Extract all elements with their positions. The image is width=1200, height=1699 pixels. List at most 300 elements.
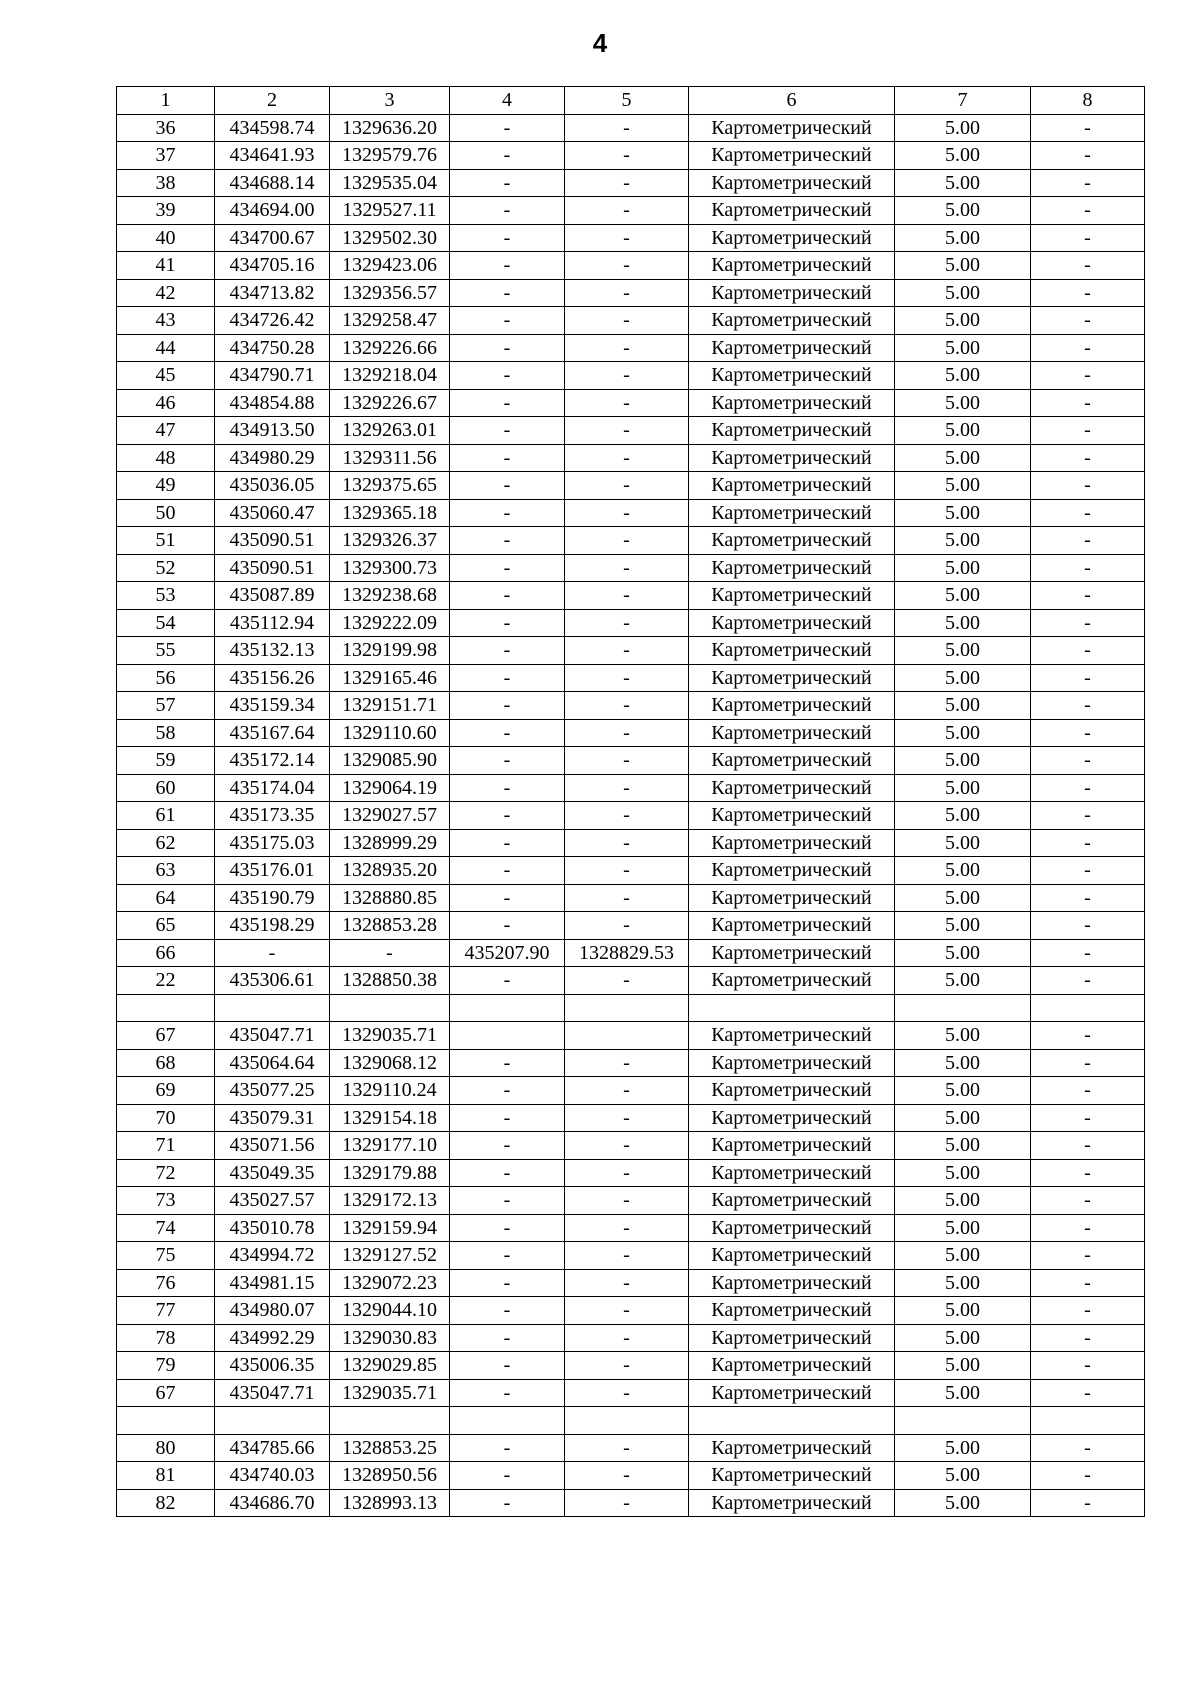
note-cell: - — [1031, 224, 1145, 252]
x-coordinate-cell: 435010.78 — [215, 1214, 330, 1242]
accuracy-cell: 5.00 — [895, 939, 1031, 967]
table-row — [117, 1324, 1145, 1352]
note-cell: - — [1031, 554, 1145, 582]
table-row — [117, 857, 1145, 885]
x-new-coordinate-cell: - — [450, 1077, 565, 1105]
note-cell: - — [1031, 802, 1145, 830]
x-coordinate-cell: 435090.51 — [215, 527, 330, 555]
y-coordinate-cell: 1328850.38 — [330, 967, 450, 995]
point-number-cell — [117, 1407, 215, 1435]
method-cell: Картометрический — [689, 912, 895, 940]
point-number-cell: 76 — [117, 1269, 215, 1297]
note-cell: - — [1031, 169, 1145, 197]
table-row — [117, 939, 1145, 967]
accuracy-cell: 5.00 — [895, 1352, 1031, 1380]
note-cell: - — [1031, 1214, 1145, 1242]
x-new-coordinate-cell: - — [450, 802, 565, 830]
table-row — [117, 774, 1145, 802]
accuracy-cell: 5.00 — [895, 912, 1031, 940]
y-new-coordinate-cell: - — [565, 252, 689, 280]
y-coordinate-cell: 1329311.56 — [330, 444, 450, 472]
y-new-coordinate-cell — [565, 1407, 689, 1435]
y-new-coordinate-cell — [565, 1022, 689, 1050]
y-coordinate-cell: 1329579.76 — [330, 142, 450, 170]
x-new-coordinate-cell: - — [450, 307, 565, 335]
x-coordinate-cell: 434750.28 — [215, 334, 330, 362]
point-number-cell: 36 — [117, 114, 215, 142]
x-new-coordinate-cell: - — [450, 444, 565, 472]
y-coordinate-cell: 1329535.04 — [330, 169, 450, 197]
table-row — [117, 1297, 1145, 1325]
y-new-coordinate-cell: - — [565, 829, 689, 857]
table-row — [117, 994, 1145, 1022]
method-cell: Картометрический — [689, 307, 895, 335]
y-coordinate-cell: 1328993.13 — [330, 1489, 450, 1517]
point-number-cell: 78 — [117, 1324, 215, 1352]
note-cell: - — [1031, 1022, 1145, 1050]
y-coordinate-cell: 1329110.60 — [330, 719, 450, 747]
table-row — [117, 1489, 1145, 1517]
y-coordinate-cell: 1328935.20 — [330, 857, 450, 885]
table-row — [117, 1187, 1145, 1215]
point-number-cell: 60 — [117, 774, 215, 802]
x-coordinate-cell — [215, 994, 330, 1022]
y-coordinate-cell: 1328880.85 — [330, 884, 450, 912]
note-cell: - — [1031, 307, 1145, 335]
x-new-coordinate-cell: - — [450, 1214, 565, 1242]
accuracy-cell: 5.00 — [895, 609, 1031, 637]
x-coordinate-cell: 435173.35 — [215, 802, 330, 830]
y-new-coordinate-cell: - — [565, 719, 689, 747]
x-new-coordinate-cell: - — [450, 334, 565, 362]
y-new-coordinate-cell: - — [565, 224, 689, 252]
x-coordinate-cell: 434694.00 — [215, 197, 330, 225]
point-number-cell: 82 — [117, 1489, 215, 1517]
point-number-cell: 39 — [117, 197, 215, 225]
table-row — [117, 1242, 1145, 1270]
y-new-coordinate-cell: - — [565, 169, 689, 197]
y-new-coordinate-cell — [565, 994, 689, 1022]
point-number-cell: 62 — [117, 829, 215, 857]
x-new-coordinate-cell: - — [450, 1132, 565, 1160]
y-coordinate-cell: 1329199.98 — [330, 637, 450, 665]
y-new-coordinate-cell: 1328829.53 — [565, 939, 689, 967]
y-coordinate-cell: 1328853.25 — [330, 1434, 450, 1462]
point-number-cell: 72 — [117, 1159, 215, 1187]
x-coordinate-cell: 434598.74 — [215, 114, 330, 142]
x-coordinate-cell: 434785.66 — [215, 1434, 330, 1462]
x-new-coordinate-cell: - — [450, 1242, 565, 1270]
y-new-coordinate-cell: - — [565, 197, 689, 225]
y-coordinate-cell: 1329127.52 — [330, 1242, 450, 1270]
x-coordinate-cell: 435087.89 — [215, 582, 330, 610]
table-row — [117, 279, 1145, 307]
x-coordinate-cell: 434700.67 — [215, 224, 330, 252]
point-number-cell: 42 — [117, 279, 215, 307]
y-coordinate-cell: 1329064.19 — [330, 774, 450, 802]
y-new-coordinate-cell: - — [565, 1077, 689, 1105]
method-cell: Картометрический — [689, 1159, 895, 1187]
y-new-coordinate-cell: - — [565, 114, 689, 142]
table-row — [117, 829, 1145, 857]
table-row — [117, 114, 1145, 142]
table-row — [117, 252, 1145, 280]
note-cell — [1031, 994, 1145, 1022]
x-new-coordinate-cell: - — [450, 1434, 565, 1462]
y-new-coordinate-cell: - — [565, 884, 689, 912]
x-new-coordinate-cell: - — [450, 609, 565, 637]
x-new-coordinate-cell: - — [450, 472, 565, 500]
point-number-cell: 63 — [117, 857, 215, 885]
method-cell: Картометрический — [689, 637, 895, 665]
note-cell: - — [1031, 1489, 1145, 1517]
y-new-coordinate-cell: - — [565, 857, 689, 885]
column-header-3: 3 — [330, 87, 450, 115]
table-row — [117, 692, 1145, 720]
y-coordinate-cell: 1329636.20 — [330, 114, 450, 142]
x-coordinate-cell: 435198.29 — [215, 912, 330, 940]
accuracy-cell: 5.00 — [895, 1077, 1031, 1105]
method-cell: Картометрический — [689, 1022, 895, 1050]
y-new-coordinate-cell: - — [565, 279, 689, 307]
y-coordinate-cell: 1329027.57 — [330, 802, 450, 830]
x-coordinate-cell — [215, 1407, 330, 1435]
accuracy-cell: 5.00 — [895, 389, 1031, 417]
y-new-coordinate-cell: - — [565, 609, 689, 637]
y-new-coordinate-cell: - — [565, 1049, 689, 1077]
note-cell: - — [1031, 967, 1145, 995]
note-cell: - — [1031, 279, 1145, 307]
y-new-coordinate-cell: - — [565, 334, 689, 362]
y-coordinate-cell: 1329258.47 — [330, 307, 450, 335]
table-row — [117, 582, 1145, 610]
x-coordinate-cell: 435036.05 — [215, 472, 330, 500]
y-new-coordinate-cell: - — [565, 444, 689, 472]
x-coordinate-cell: 435306.61 — [215, 967, 330, 995]
y-coordinate-cell: 1328853.28 — [330, 912, 450, 940]
x-new-coordinate-cell: - — [450, 279, 565, 307]
column-header-7: 7 — [895, 87, 1031, 115]
point-number-cell: 22 — [117, 967, 215, 995]
point-number-cell: 45 — [117, 362, 215, 390]
y-new-coordinate-cell: - — [565, 142, 689, 170]
column-header-6: 6 — [689, 87, 895, 115]
point-number-cell: 40 — [117, 224, 215, 252]
method-cell: Картометрический — [689, 939, 895, 967]
point-number-cell: 73 — [117, 1187, 215, 1215]
method-cell: Картометрический — [689, 1104, 895, 1132]
column-header-4: 4 — [450, 87, 565, 115]
x-coordinate-cell: 434688.14 — [215, 169, 330, 197]
table-row — [117, 1407, 1145, 1435]
note-cell: - — [1031, 1104, 1145, 1132]
point-number-cell: 55 — [117, 637, 215, 665]
method-cell: Картометрический — [689, 829, 895, 857]
accuracy-cell: 5.00 — [895, 692, 1031, 720]
column-header-8: 8 — [1031, 87, 1145, 115]
x-new-coordinate-cell: - — [450, 1352, 565, 1380]
table-row — [117, 912, 1145, 940]
x-coordinate-cell: 435174.04 — [215, 774, 330, 802]
method-cell: Картометрический — [689, 1242, 895, 1270]
y-coordinate-cell: 1329029.85 — [330, 1352, 450, 1380]
point-number-cell: 81 — [117, 1462, 215, 1490]
table-row — [117, 362, 1145, 390]
y-new-coordinate-cell: - — [565, 774, 689, 802]
accuracy-cell: 5.00 — [895, 197, 1031, 225]
column-header-1: 1 — [117, 87, 215, 115]
table-row — [117, 664, 1145, 692]
note-cell: - — [1031, 1159, 1145, 1187]
x-new-coordinate-cell: - — [450, 1324, 565, 1352]
accuracy-cell: 5.00 — [895, 857, 1031, 885]
table-row — [117, 1352, 1145, 1380]
y-coordinate-cell: 1329263.01 — [330, 417, 450, 445]
method-cell: Картометрический — [689, 1187, 895, 1215]
y-coordinate-cell: 1329085.90 — [330, 747, 450, 775]
table-row — [117, 1049, 1145, 1077]
method-cell: Картометрический — [689, 444, 895, 472]
x-coordinate-cell: 435006.35 — [215, 1352, 330, 1380]
table-row — [117, 637, 1145, 665]
method-cell: Картометрический — [689, 1462, 895, 1490]
method-cell — [689, 994, 895, 1022]
accuracy-cell: 5.00 — [895, 1104, 1031, 1132]
y-new-coordinate-cell: - — [565, 1214, 689, 1242]
x-new-coordinate-cell: - — [450, 417, 565, 445]
method-cell: Картометрический — [689, 1434, 895, 1462]
x-new-coordinate-cell: - — [450, 554, 565, 582]
x-coordinate-cell: 435175.03 — [215, 829, 330, 857]
accuracy-cell: 5.00 — [895, 967, 1031, 995]
accuracy-cell: 5.00 — [895, 142, 1031, 170]
note-cell: - — [1031, 334, 1145, 362]
point-number-cell — [117, 994, 215, 1022]
accuracy-cell: 5.00 — [895, 334, 1031, 362]
note-cell: - — [1031, 939, 1145, 967]
point-number-cell: 61 — [117, 802, 215, 830]
method-cell: Картометрический — [689, 334, 895, 362]
point-number-cell: 43 — [117, 307, 215, 335]
accuracy-cell — [895, 994, 1031, 1022]
table-row — [117, 719, 1145, 747]
note-cell: - — [1031, 664, 1145, 692]
note-cell: - — [1031, 1434, 1145, 1462]
point-number-cell: 65 — [117, 912, 215, 940]
x-new-coordinate-cell: - — [450, 747, 565, 775]
accuracy-cell: 5.00 — [895, 444, 1031, 472]
column-header-2: 2 — [215, 87, 330, 115]
table-row — [117, 1379, 1145, 1407]
method-cell: Картометрический — [689, 114, 895, 142]
y-new-coordinate-cell: - — [565, 472, 689, 500]
y-coordinate-cell: 1329177.10 — [330, 1132, 450, 1160]
table-row — [117, 1022, 1145, 1050]
y-new-coordinate-cell: - — [565, 664, 689, 692]
x-new-coordinate-cell: - — [450, 884, 565, 912]
y-coordinate-cell: 1329356.57 — [330, 279, 450, 307]
x-new-coordinate-cell: - — [450, 114, 565, 142]
y-coordinate-cell: 1329179.88 — [330, 1159, 450, 1187]
point-number-cell: 59 — [117, 747, 215, 775]
x-coordinate-cell: 435060.47 — [215, 499, 330, 527]
method-cell: Картометрический — [689, 747, 895, 775]
note-cell: - — [1031, 829, 1145, 857]
x-coordinate-cell: 434726.42 — [215, 307, 330, 335]
point-number-cell: 49 — [117, 472, 215, 500]
y-new-coordinate-cell: - — [565, 417, 689, 445]
point-number-cell: 47 — [117, 417, 215, 445]
y-coordinate-cell — [330, 994, 450, 1022]
table-row — [117, 169, 1145, 197]
x-coordinate-cell: 435079.31 — [215, 1104, 330, 1132]
note-cell: - — [1031, 1462, 1145, 1490]
accuracy-cell: 5.00 — [895, 637, 1031, 665]
x-new-coordinate-cell: - — [450, 362, 565, 390]
accuracy-cell: 5.00 — [895, 1049, 1031, 1077]
accuracy-cell — [895, 1407, 1031, 1435]
table-row — [117, 802, 1145, 830]
table-header-row — [117, 87, 1145, 115]
y-coordinate-cell: 1329222.09 — [330, 609, 450, 637]
y-coordinate-cell: 1329068.12 — [330, 1049, 450, 1077]
y-new-coordinate-cell: - — [565, 1489, 689, 1517]
note-cell: - — [1031, 472, 1145, 500]
point-number-cell: 46 — [117, 389, 215, 417]
note-cell: - — [1031, 582, 1145, 610]
accuracy-cell: 5.00 — [895, 554, 1031, 582]
page-number: 4 — [592, 28, 608, 58]
x-coordinate-cell: 434740.03 — [215, 1462, 330, 1490]
method-cell: Картометрический — [689, 169, 895, 197]
method-cell: Картометрический — [689, 1297, 895, 1325]
x-coordinate-cell: 435172.14 — [215, 747, 330, 775]
y-coordinate-cell: 1329159.94 — [330, 1214, 450, 1242]
x-coordinate-cell: 434980.29 — [215, 444, 330, 472]
y-new-coordinate-cell: - — [565, 1324, 689, 1352]
method-cell: Картометрический — [689, 554, 895, 582]
accuracy-cell: 5.00 — [895, 1324, 1031, 1352]
table-row — [117, 499, 1145, 527]
note-cell: - — [1031, 114, 1145, 142]
method-cell: Картометрический — [689, 884, 895, 912]
table-row — [117, 1462, 1145, 1490]
note-cell: - — [1031, 362, 1145, 390]
method-cell: Картометрический — [689, 527, 895, 555]
y-new-coordinate-cell: - — [565, 912, 689, 940]
method-cell: Картометрический — [689, 1214, 895, 1242]
x-new-coordinate-cell: - — [450, 499, 565, 527]
accuracy-cell: 5.00 — [895, 1242, 1031, 1270]
method-cell: Картометрический — [689, 1352, 895, 1380]
method-cell: Картометрический — [689, 142, 895, 170]
note-cell: - — [1031, 142, 1145, 170]
x-new-coordinate-cell: - — [450, 1104, 565, 1132]
note-cell: - — [1031, 692, 1145, 720]
x-new-coordinate-cell: - — [450, 829, 565, 857]
x-new-coordinate-cell: - — [450, 774, 565, 802]
note-cell: - — [1031, 857, 1145, 885]
y-coordinate-cell: 1329030.83 — [330, 1324, 450, 1352]
x-new-coordinate-cell — [450, 1407, 565, 1435]
point-number-cell: 64 — [117, 884, 215, 912]
x-new-coordinate-cell: - — [450, 582, 565, 610]
x-coordinate-cell: 434790.71 — [215, 362, 330, 390]
x-new-coordinate-cell: - — [450, 1297, 565, 1325]
table-row — [117, 609, 1145, 637]
x-coordinate-cell: 435190.79 — [215, 884, 330, 912]
x-coordinate-cell: 434705.16 — [215, 252, 330, 280]
y-new-coordinate-cell: - — [565, 1434, 689, 1462]
y-new-coordinate-cell: - — [565, 802, 689, 830]
accuracy-cell: 5.00 — [895, 1187, 1031, 1215]
x-coordinate-cell: 435159.34 — [215, 692, 330, 720]
point-number-cell: 56 — [117, 664, 215, 692]
table-row — [117, 307, 1145, 335]
point-number-cell: 66 — [117, 939, 215, 967]
accuracy-cell: 5.00 — [895, 1132, 1031, 1160]
table-row — [117, 884, 1145, 912]
point-number-cell: 70 — [117, 1104, 215, 1132]
y-new-coordinate-cell: - — [565, 582, 689, 610]
y-coordinate-cell: 1328950.56 — [330, 1462, 450, 1490]
point-number-cell: 80 — [117, 1434, 215, 1462]
y-coordinate-cell: 1329218.04 — [330, 362, 450, 390]
accuracy-cell: 5.00 — [895, 1462, 1031, 1490]
x-new-coordinate-cell: - — [450, 197, 565, 225]
note-cell: - — [1031, 884, 1145, 912]
method-cell: Картометрический — [689, 499, 895, 527]
x-coordinate-cell: 434854.88 — [215, 389, 330, 417]
note-cell: - — [1031, 609, 1145, 637]
x-coordinate-cell: 435027.57 — [215, 1187, 330, 1215]
x-coordinate-cell: 435047.71 — [215, 1022, 330, 1050]
x-new-coordinate-cell: - — [450, 1049, 565, 1077]
point-number-cell: 74 — [117, 1214, 215, 1242]
y-coordinate-cell: - — [330, 939, 450, 967]
x-new-coordinate-cell: - — [450, 1489, 565, 1517]
x-coordinate-cell: 435176.01 — [215, 857, 330, 885]
x-coordinate-cell: 434913.50 — [215, 417, 330, 445]
point-number-cell: 51 — [117, 527, 215, 555]
x-new-coordinate-cell: - — [450, 967, 565, 995]
x-coordinate-cell: 434992.29 — [215, 1324, 330, 1352]
point-number-cell: 75 — [117, 1242, 215, 1270]
method-cell: Картометрический — [689, 719, 895, 747]
y-coordinate-cell: 1329365.18 — [330, 499, 450, 527]
y-coordinate-cell: 1329326.37 — [330, 527, 450, 555]
x-coordinate-cell: 434980.07 — [215, 1297, 330, 1325]
note-cell: - — [1031, 1297, 1145, 1325]
y-new-coordinate-cell: - — [565, 747, 689, 775]
accuracy-cell: 5.00 — [895, 252, 1031, 280]
accuracy-cell: 5.00 — [895, 1434, 1031, 1462]
method-cell: Картометрический — [689, 1077, 895, 1105]
x-coordinate-cell: 435077.25 — [215, 1077, 330, 1105]
note-cell: - — [1031, 417, 1145, 445]
x-new-coordinate-cell: - — [450, 1187, 565, 1215]
accuracy-cell: 5.00 — [895, 1489, 1031, 1517]
method-cell: Картометрический — [689, 389, 895, 417]
accuracy-cell: 5.00 — [895, 719, 1031, 747]
table-row — [117, 1132, 1145, 1160]
x-coordinate-cell: 434713.82 — [215, 279, 330, 307]
table-row — [117, 1104, 1145, 1132]
point-number-cell: 77 — [117, 1297, 215, 1325]
x-coordinate-cell: 434641.93 — [215, 142, 330, 170]
note-cell: - — [1031, 747, 1145, 775]
table-row — [117, 142, 1145, 170]
